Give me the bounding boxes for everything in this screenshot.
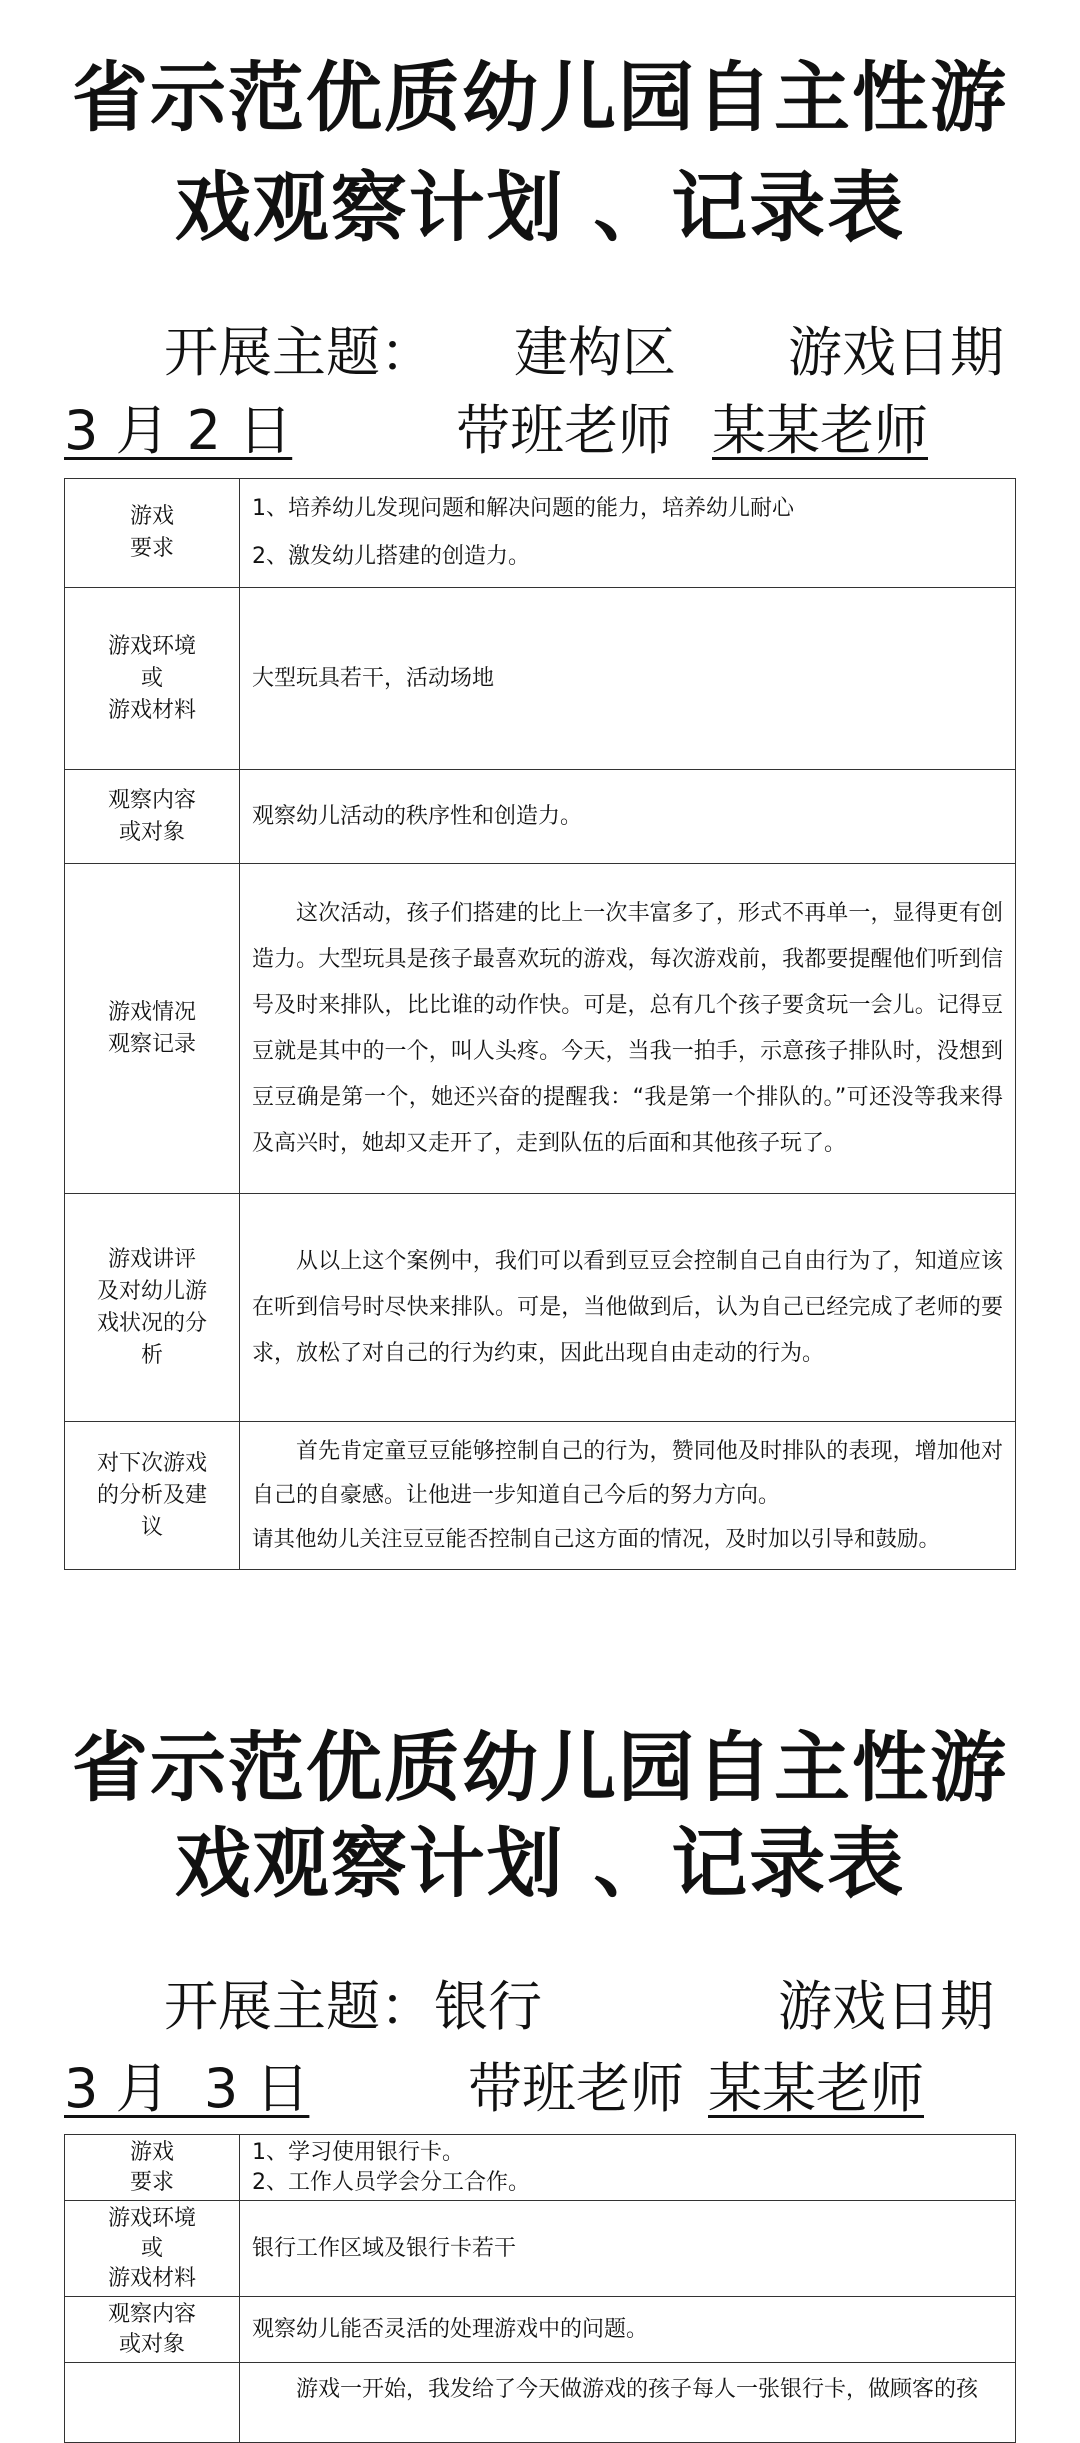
row-value [240, 2135, 1016, 2201]
row-value [240, 479, 1016, 588]
label-text: 游戏情况 观察记录 [107, 999, 196, 1057]
value-line: 银行工作区域及银行卡若干 [252, 2235, 517, 2261]
table-row [65, 588, 1016, 770]
review-analysis-text: 从以上这个案例中，我们可以看到豆豆会控制自己自由行为了，知道应该在听到信号时尽快来排队。可是，当他做到后，认为自己已经完成了老师的要求，放松了对自己的行为约束，因此出现自由走动的行为。 [252, 1248, 1003, 1366]
table-row [65, 2201, 1016, 2297]
value-line: 观察幼儿能否灵活的处理游戏中的问题。 [252, 2316, 649, 2342]
next-suggestion-extra: 请其他幼儿关注豆豆能否控制自己这方面的情况，及时加以引导和鼓励。 [252, 1526, 941, 1552]
table-row [65, 2135, 1016, 2201]
label-text: 游戏 要求 [129, 504, 174, 561]
record1-table [64, 478, 1016, 1570]
record1-date-label: 游戏日期 [788, 321, 1004, 384]
row-label [65, 1194, 240, 1422]
row-value [240, 1194, 1016, 1422]
row-value [240, 2363, 1016, 2443]
record1-theme-line [64, 318, 1016, 388]
next-suggestion-text: 首先肯定童豆豆能够控制自己的行为，赞同他及时排队的表现，增加他对自己的自豪感。让他进一步知道自己今后的努力方向。 [252, 1438, 1003, 1508]
record1-theme-label: 开展主题： [164, 321, 434, 384]
record1-teacher-label: 带班老师 [456, 399, 672, 462]
row-label [65, 2363, 240, 2443]
row-label [65, 2201, 240, 2297]
row-value [240, 770, 1016, 864]
row-value [240, 1422, 1016, 1570]
record1-teacher-value: 某某老师 [712, 399, 928, 462]
value-line: 游戏一开始，我发给了今天做游戏的孩子每人一张银行卡，做顾客的孩 [296, 2377, 979, 2402]
table-row [65, 864, 1016, 1194]
row-label [65, 864, 240, 1194]
row-label [65, 2297, 240, 2363]
table-row [65, 1422, 1016, 1570]
record2-table [64, 2134, 1016, 2443]
row-label [65, 479, 240, 588]
record2-teacher-value: 某某老师 [708, 2057, 924, 2120]
row-value [240, 2297, 1016, 2363]
record2-date-value: 3 月 3 日 [64, 2057, 310, 2120]
label-text: 游戏 要求 [129, 2139, 174, 2195]
value-line: 2、工作人员学会分工合作。 [252, 2169, 530, 2195]
table-row [65, 2297, 1016, 2363]
table-row [65, 1194, 1016, 1422]
value-line: 大型玩具若干，活动场地 [252, 665, 495, 691]
record1-date-teacher-line [64, 396, 1016, 466]
record2-theme-value: 银行 [434, 1975, 542, 2038]
value-line: 2、激发幼儿搭建的创造力。 [252, 544, 530, 569]
row-value [240, 2201, 1016, 2297]
label-text: 观察内容 或对象 [107, 787, 196, 845]
row-value [240, 864, 1016, 1194]
row-label [65, 1422, 240, 1570]
table-row [65, 2363, 1016, 2443]
row-label [65, 588, 240, 770]
row-value [240, 588, 1016, 770]
record2-title-line2: 戏观察计划 、记录表 [174, 1819, 906, 1908]
label-text: 游戏环境 或 游戏材料 [107, 633, 196, 723]
observation-record-text: 这次活动，孩子们搭建的比上一次丰富多了，形式不再单一，显得更有创造力。大型玩具是孩子最喜欢玩的游戏，每次游戏前，我都要提醒他们听到信号及时来排队，比比谁的动作快。可是，总有几个孩子要贪玩一会儿。记得豆豆就是其中的一个，叫人头疼。今天，当我一拍手，示意孩子排队时，没想到豆豆确是第一个，她还兴奋的提醒我：“我是第一个排队的。”可还没等我来得及高兴时，她却又走开了，走到队伍的后面和其他孩子玩了。 [252, 900, 1003, 1156]
table-row [65, 770, 1016, 864]
record1-theme-value: 建构区 [514, 321, 676, 384]
record2-theme-line [64, 1972, 1016, 2042]
record2-date-label: 游戏日期 [778, 1975, 994, 2038]
value-line: 观察幼儿活动的秩序性和创造力。 [252, 803, 583, 829]
record1-date-value: 3 月 2 日 [64, 399, 293, 462]
record2-date-teacher-line [64, 2054, 1016, 2124]
record1-title-line2: 戏观察计划 、记录表 [174, 163, 906, 252]
row-label [65, 2135, 240, 2201]
table-row [65, 479, 1016, 588]
row-label [65, 770, 240, 864]
value-line: 1、学习使用银行卡。 [252, 2139, 464, 2165]
record2-theme-label: 开展主题： [164, 1975, 434, 2038]
record2-title-line1: 省示范优质幼儿园自主性游 [72, 1723, 1008, 1812]
label-text: 对下次游戏 的分析及建 议 [96, 1450, 207, 1540]
label-text: 观察内容 或对象 [107, 2301, 196, 2357]
label-text: 游戏讲评 及对幼儿游 戏状况的分 析 [96, 1246, 207, 1368]
value-line: 1、培养幼儿发现问题和解决问题的能力，培养幼儿耐心 [252, 496, 794, 521]
record1-title-line1: 省示范优质幼儿园自主性游 [72, 53, 1008, 142]
label-text: 游戏环境 或 游戏材料 [107, 2205, 196, 2291]
record2-teacher-label: 带班老师 [468, 2057, 684, 2120]
